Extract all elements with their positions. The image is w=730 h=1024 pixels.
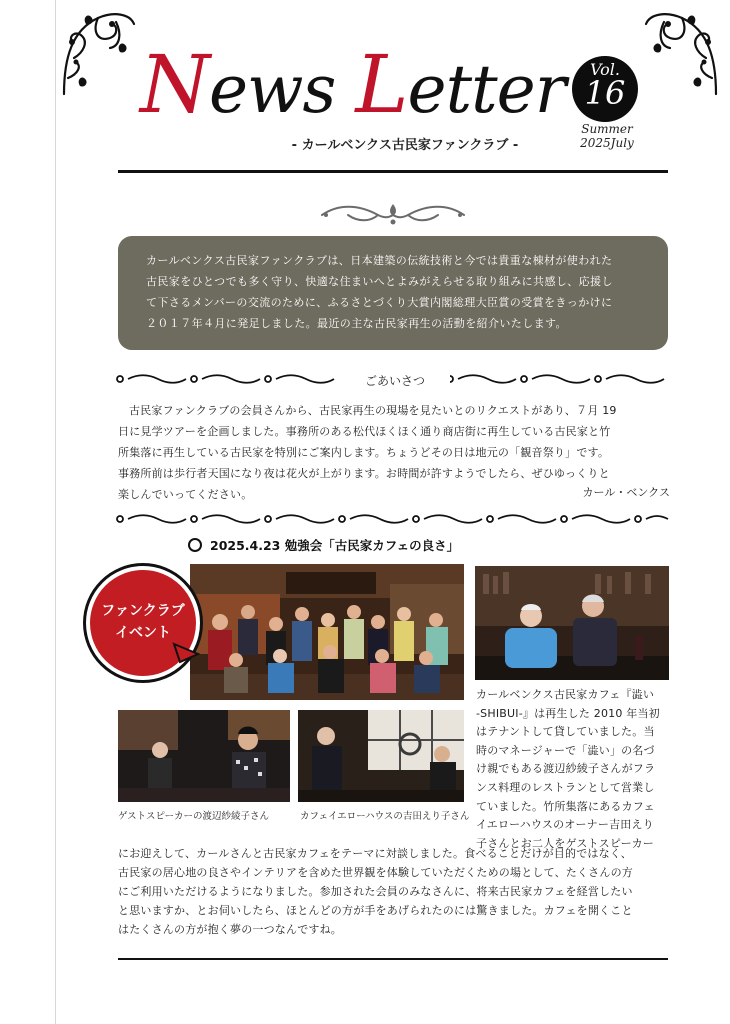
event-side-line: ンス料理のレストランとして営業し [476, 780, 655, 794]
greeting-line: 古民家ファンクラブの会員さんから、古民家再生の現場を見たいとのリクエストがあり、７月 19 [129, 404, 617, 417]
event-body-line: にご利用いただけるようになりました。参加された会員のみなさんに、将来古民家カフェを経営したい [118, 885, 633, 898]
corner-ornament-left-icon [58, 8, 138, 98]
event-body-text [118, 844, 672, 939]
badge-line-2: イベント [115, 625, 171, 641]
event-side-line: カールベンクス古民家カフェ『澁い [476, 688, 655, 701]
title-initial-n: N [140, 38, 209, 131]
intro-text [146, 250, 646, 334]
event-body-line: 古民家の居心地の良さやインテリアを含めた世界観を体験していただくための場として、たくさんの方 [118, 866, 633, 879]
event-side-line: はテナントして貸していました。当 [476, 725, 655, 739]
event-side-line: イエローハウスのオーナー吉田えり [476, 818, 654, 832]
intro-line: カールベンクス古民家ファンクラブは、日本建築の伝統技術と今では貴重な棟材が使われた [146, 254, 613, 267]
greeting-line: 事務所前は歩行者天国になり夜は花火が上がります。お時間が許すようでしたら、ぜひゆっくりと [118, 467, 610, 480]
conversation-photo [475, 566, 669, 680]
event-side-line: 子さんとお二人をゲストスピーカー [476, 836, 654, 850]
event-heading-text: 2025.4.23 勉強会「古民家カフェの良さ」 [210, 538, 460, 553]
intro-line: 古民家をひとつでも多く守り、快適な住まいへとよみがえらせる取り組みに共感し、応援し [146, 275, 613, 288]
badge-line-1: ファンクラブ [101, 603, 185, 619]
event-side-line: ていました。竹所集落にあるカフェ [476, 799, 655, 813]
issue-season: Summer [581, 122, 633, 136]
greeting-label: ごあいさつ [340, 372, 450, 390]
badge-pointer-icon [172, 640, 200, 666]
volume-number: 16 [584, 74, 626, 112]
event-side-line: け親でもある渡辺紗綾子さんがフラ [476, 762, 656, 776]
photo-caption-yoshida: カフェイエローハウスの吉田えり子さん [300, 811, 470, 822]
scroll-ornament-icon [318, 200, 468, 230]
event-side-text [476, 686, 672, 853]
greeting-line: 所集落に再生している古民家を特別にご案内します。ちょうどその日は地元の「観音祭り」です。 [118, 446, 610, 459]
greeting-line: 楽しんでいってください。 [118, 488, 253, 501]
speaker-watanabe-photo [118, 710, 290, 802]
volume-label: Vol. [590, 60, 620, 79]
volume-badge [572, 56, 638, 122]
title-initial-l: L [355, 38, 408, 131]
circle-bullet-icon [188, 538, 202, 552]
title-word-ews: ews [209, 51, 356, 128]
event-side-line: -SHIBUI-』は再生した 2010 年当初 [476, 706, 660, 720]
page-edge-line [55, 0, 56, 1024]
group-photo [190, 564, 464, 700]
header-rule [118, 170, 668, 173]
speaker-yoshida-photo [298, 710, 464, 802]
footer-rule [118, 958, 668, 960]
greeting-line: 日に見学ツアーを企画しました。事務所のある松代ほくほく通り商店街に再生している古民家と竹 [118, 425, 611, 438]
wave-divider-icon [112, 512, 672, 526]
intro-line: ２０１７年４月に発足しました。最近の主な古民家再生の活動を紹介いたします。 [146, 317, 567, 330]
event-heading [188, 536, 508, 554]
photo-caption-watanabe: ゲストスピーカーの渡辺紗綾子さん [118, 811, 269, 822]
club-subtitle: - カールベンクス古民家ファンクラブ - [291, 138, 519, 153]
event-body-line: と思いますか、とお伺いしたら、ほとんどの方が手をあげられたのには驚きました。カフェを開くこと [118, 904, 633, 917]
event-side-line: 時のマネージャーで「澁い」の名づ [476, 743, 655, 757]
event-body-line: にお迎えして、カールさんと古民家カフェをテーマに対談しました。食べることだけが目的ではなく、 [118, 847, 632, 860]
greeting-signature: カール・ベンクス [582, 486, 670, 499]
issue-date: 2025July [580, 136, 634, 150]
intro-line: て下さるメンバーの交流のために、ふるさとづくり大賞内閣総理大臣賞の受賞をきっかけに [146, 296, 613, 309]
title-word-etter: etter [407, 51, 566, 128]
event-body-line: はたくさんの方が抱く夢の一つなんですね。 [118, 923, 342, 936]
newsletter-title [140, 38, 566, 131]
corner-ornament-right-icon [642, 8, 722, 98]
